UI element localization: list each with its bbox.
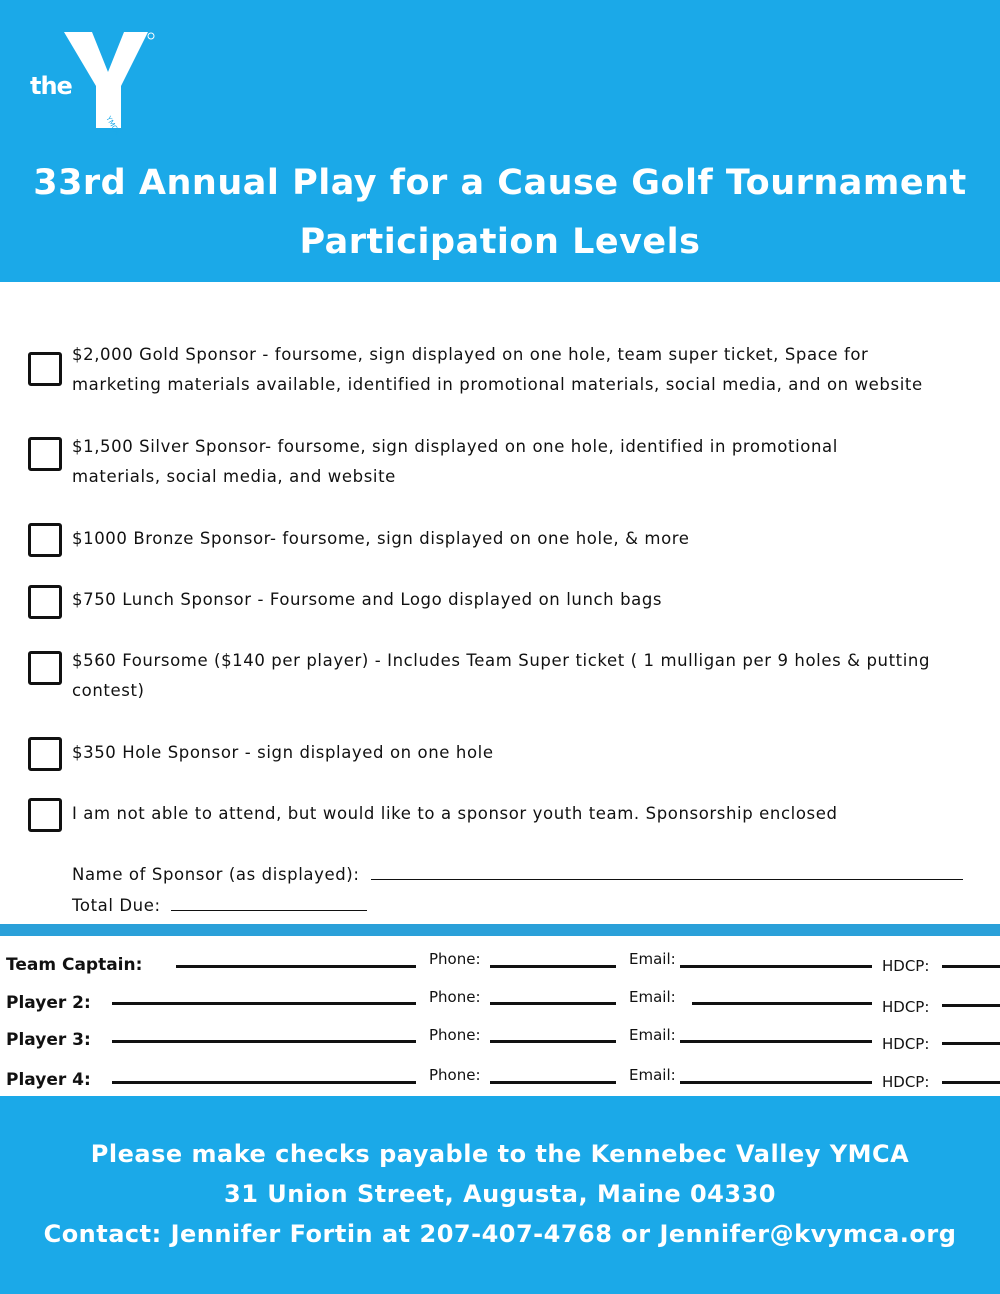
email-label: Email: xyxy=(629,1026,676,1044)
team-captain-name-field[interactable] xyxy=(176,965,416,968)
level-silver xyxy=(72,432,992,492)
level-bronze-line1: $1000 Bronze Sponsor- foursome, sign displayed on one hole, & more xyxy=(72,529,690,548)
phone-label: Phone: xyxy=(429,1066,481,1084)
team-captain-email-field[interactable] xyxy=(680,965,872,968)
checkbox-silver[interactable] xyxy=(28,437,62,471)
team-captain-label: Team Captain: xyxy=(6,955,143,975)
email-label: Email: xyxy=(629,988,676,1006)
level-bronze xyxy=(72,524,992,554)
footer-banner xyxy=(0,1096,1000,1294)
player-4-name-field[interactable] xyxy=(112,1081,416,1084)
level-silver-line2: materials, social media, and website xyxy=(72,467,396,486)
team-captain-phone-field[interactable] xyxy=(490,965,616,968)
player-4-email-field[interactable] xyxy=(680,1081,872,1084)
hdcp-label: HDCP: xyxy=(882,1035,930,1053)
player-3-label: Player 3: xyxy=(6,1030,91,1050)
total-due-row xyxy=(72,891,367,921)
team-roster xyxy=(0,936,1000,1096)
level-youth-line1: I am not able to attend, but would like to a sponsor youth team. Sponsorship enclosed xyxy=(72,804,838,823)
checkbox-bronze[interactable] xyxy=(28,523,62,557)
sponsor-name-row xyxy=(72,860,963,890)
footer-contact: Contact: Jennifer Fortin at 207-407-4768 or Jennifer@kvymca.org xyxy=(43,1220,957,1248)
level-lunch xyxy=(72,585,992,615)
level-silver-line1: $1,500 Silver Sponsor- foursome, sign displayed on one hole, identified in promotional xyxy=(72,437,838,456)
level-hole xyxy=(72,738,992,768)
level-lunch-line1: $750 Lunch Sponsor - Foursome and Logo displayed on lunch bags xyxy=(72,590,663,609)
phone-label: Phone: xyxy=(429,950,481,968)
ymca-y-icon xyxy=(24,26,164,136)
title-line-2: Participation Levels xyxy=(299,222,701,262)
checkbox-youth[interactable] xyxy=(28,798,62,832)
title-line-1: 33rd Annual Play for a Cause Golf Tournament xyxy=(33,163,967,203)
total-due-field[interactable] xyxy=(171,894,367,911)
level-foursome xyxy=(72,646,992,706)
level-foursome-line2: contest) xyxy=(72,681,145,700)
team-captain-hdcp-field[interactable] xyxy=(942,965,1000,968)
player-2-email-field[interactable] xyxy=(692,1002,872,1005)
sponsor-name-label: Name of Sponsor (as displayed): xyxy=(72,865,360,884)
logo-the-text: the xyxy=(30,72,72,100)
checkbox-foursome[interactable] xyxy=(28,651,62,685)
level-hole-line1: $350 Hole Sponsor - sign displayed on one hole xyxy=(72,743,494,762)
player-4-label: Player 4: xyxy=(6,1070,91,1090)
svg-text:YMCA: YMCA xyxy=(104,115,122,136)
player-4-phone-field[interactable] xyxy=(490,1081,616,1084)
header-banner xyxy=(0,0,1000,282)
player-3-email-field[interactable] xyxy=(680,1040,872,1043)
player-4-hdcp-field[interactable] xyxy=(942,1081,1000,1084)
level-youth xyxy=(72,799,992,829)
checkbox-hole[interactable] xyxy=(28,737,62,771)
phone-label: Phone: xyxy=(429,1026,481,1044)
player-2-name-field[interactable] xyxy=(112,1002,416,1005)
hdcp-label: HDCP: xyxy=(882,1073,930,1091)
player-3-hdcp-field[interactable] xyxy=(942,1042,1000,1045)
level-gold-line1: $2,000 Gold Sponsor - foursome, sign displayed on one hole, team super ticket, Space for xyxy=(72,345,869,364)
player-2-phone-field[interactable] xyxy=(490,1002,616,1005)
page-title xyxy=(0,154,1000,272)
hdcp-label: HDCP: xyxy=(882,957,930,975)
hdcp-label: HDCP: xyxy=(882,998,930,1016)
level-gold-line2: marketing materials available, identified in promotional materials, social media, and on website xyxy=(72,375,923,394)
level-gold xyxy=(72,340,992,400)
player-3-phone-field[interactable] xyxy=(490,1040,616,1043)
section-divider xyxy=(0,924,1000,936)
player-2-label: Player 2: xyxy=(6,993,91,1013)
email-label: Email: xyxy=(629,950,676,968)
checkbox-gold[interactable] xyxy=(28,352,62,386)
player-3-name-field[interactable] xyxy=(112,1040,416,1043)
sponsor-name-field[interactable] xyxy=(371,863,963,880)
player-2-hdcp-field[interactable] xyxy=(942,1004,1000,1007)
checkbox-lunch[interactable] xyxy=(28,585,62,619)
email-label: Email: xyxy=(629,1066,676,1084)
level-foursome-line1: $560 Foursome ($140 per player) - Includes Team Super ticket ( 1 mulligan per 9 holes & putting xyxy=(72,651,931,670)
ymca-logo xyxy=(24,26,164,136)
total-due-label: Total Due: xyxy=(72,896,161,915)
phone-label: Phone: xyxy=(429,988,481,1006)
footer-checks-payable: Please make checks payable to the Kennebec Valley YMCA xyxy=(90,1140,910,1168)
footer-address: 31 Union Street, Augusta, Maine 04330 xyxy=(224,1180,776,1208)
